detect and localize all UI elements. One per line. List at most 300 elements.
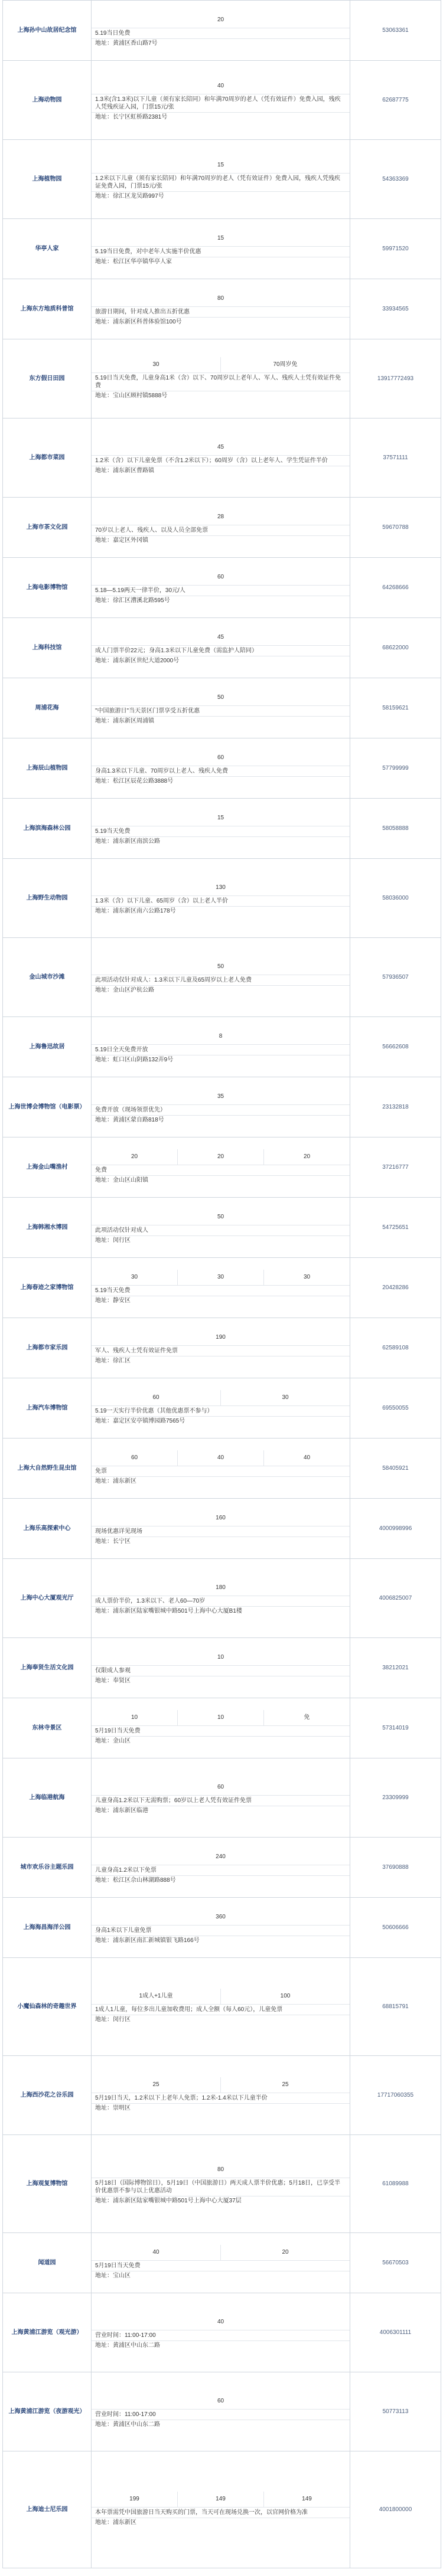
price-cell: 10: [217, 1654, 224, 1660]
venue-info-stack: [92, 2077, 350, 2113]
address-row: [92, 1676, 350, 1686]
venue-row: [3, 1258, 441, 1318]
venue-name: 上海植物园: [3, 140, 92, 219]
venue-phone: 57799999: [350, 738, 441, 799]
venue-info-stack: [92, 509, 350, 545]
venue-name: 上海中心大厦观光厅: [3, 1559, 92, 1638]
detail-text: 5月19日当天免费: [95, 1728, 141, 1734]
price-cell: 28: [217, 514, 224, 520]
address-text: 地址：浦东新区南六公路178号: [95, 908, 176, 914]
price-cell: 30: [178, 1270, 264, 1285]
price-row: [92, 1989, 350, 2005]
venue-phone: 23132818: [350, 1077, 441, 1137]
venue-info: [92, 1, 350, 61]
venue-info: [92, 1137, 350, 1198]
detail-text: 身高1米以下儿童免票: [95, 1927, 152, 1934]
venue-name: 上海动物园: [3, 61, 92, 140]
venue-row: [3, 2372, 441, 2451]
venue-row: [3, 558, 441, 618]
price-row: [92, 2492, 350, 2508]
detail-text: 儿童身高1.2米以下免票: [95, 1867, 157, 1874]
address-text: 地址：松江区华亭镇华亭人家: [95, 259, 172, 265]
detail-text: 营业时间：11:00-17:00: [95, 2332, 156, 2339]
venue-row: [3, 1559, 441, 1638]
price-cell: 20: [178, 1149, 264, 1165]
detail-text: 5月19日当天免费: [95, 2263, 141, 2269]
address-text: 地址：奉贤区: [95, 1678, 131, 1684]
detail-row: [92, 94, 350, 113]
venue-row: [3, 799, 441, 859]
address-text: 地址：黄浦区蒙自路818号: [95, 1117, 164, 1123]
detail-text: 儿童身高1.2米以下无需购票；60岁以上老人凭有效证件免票: [95, 1797, 252, 1804]
price-row: [92, 1511, 350, 1526]
address-row: [92, 1236, 350, 1245]
price-cell: 50: [217, 963, 224, 970]
price-row: [92, 2315, 350, 2330]
price-cell: 50: [217, 694, 224, 701]
venue-row: [3, 419, 441, 498]
venue-phone: 37216777: [350, 1137, 441, 1198]
detail-row: [92, 766, 350, 777]
venue-name: 华亭人家: [3, 219, 92, 279]
venue-info: [92, 2056, 350, 2135]
price-cell: 149: [178, 2492, 264, 2507]
detail-row: [92, 586, 350, 596]
venue-info-stack: [92, 291, 350, 327]
detail-text: 5月19日当天，1.2米以下上老年人免票；1.2米-1.4米以下儿童半价: [95, 2095, 268, 2101]
price-cell: 20: [282, 2249, 289, 2255]
venue-info: [92, 1198, 350, 1258]
price-cell: 20: [303, 1153, 311, 1160]
venue-info: [92, 2135, 350, 2233]
venue-info: [92, 1638, 350, 1698]
address-text: 地址：浦东新区科普体验馆100号: [95, 319, 182, 325]
venue-phone: 23309999: [350, 1758, 441, 1838]
address-row: [92, 2271, 350, 2281]
venue-info-stack: [92, 630, 350, 666]
address-text: 地址：徐汇区漕溪北路595号: [95, 597, 170, 604]
detail-row: [92, 1466, 350, 1477]
price-cell: 45: [217, 634, 224, 640]
price-cell: 15: [217, 161, 224, 168]
venue-info: [92, 2372, 350, 2451]
venue-info: [92, 938, 350, 1017]
venue-row: [3, 1958, 441, 2056]
price-cell: 10: [92, 1710, 178, 1725]
detail-text: 5.19当天免费: [95, 1287, 131, 1294]
address-text: 地址：黄浦区中山东二路: [95, 2421, 160, 2428]
detail-text: "中国旅游日"当天景区门票享受五折优惠: [95, 708, 200, 714]
detail-text: 1成人1儿童，每位多出儿童加收费用；成人全额（每人60元），儿童免票: [95, 2006, 283, 2013]
venue-info-stack: [92, 1029, 350, 1065]
price-cell: 25: [92, 2077, 221, 2093]
price-cell: 60: [92, 1390, 221, 1405]
venue-info: [92, 1017, 350, 1077]
address-text: 地址：宝山区: [95, 2273, 131, 2279]
venue-phone: 13917772493: [350, 339, 441, 419]
venue-row: [3, 1758, 441, 1838]
detail-text: 1.3米（含）以下儿童、65周岁（含）以上老人半价: [95, 898, 229, 904]
price-row: [92, 231, 350, 247]
venue-name: 上海世博会博物馆（电影票）: [3, 1077, 92, 1137]
price-cell: 50: [217, 1214, 224, 1220]
price-cell: 25: [282, 2081, 289, 2088]
price-cell: 15: [217, 815, 224, 821]
detail-row: [92, 1045, 350, 1055]
venue-table-body: [3, 1, 441, 2568]
venue-row: [3, 1017, 441, 1077]
address-row: [92, 1737, 350, 1746]
venue-phone: 58058888: [350, 799, 441, 859]
address-row: [92, 2341, 350, 2351]
price-cell: 20: [92, 1149, 178, 1165]
address-row: [92, 656, 350, 666]
detail-text: 5.18—5.19两天一律半价，30元/人: [95, 587, 185, 594]
address-text: 地址：黄浦区中山东二路: [95, 2342, 160, 2349]
venue-name: 上海电影博物馆: [3, 558, 92, 618]
detail-row: [92, 1596, 350, 1607]
address-row: [92, 1537, 350, 1547]
venue-info-stack: [92, 1780, 350, 1816]
detail-text: 5.19日全天免费开放: [95, 1047, 148, 1053]
venue-phone: 54363369: [350, 140, 441, 219]
price-row: [92, 1149, 350, 1165]
price-row: [92, 1330, 350, 1346]
price-cell: 240: [216, 1853, 226, 1860]
venue-phone: 59670788: [350, 498, 441, 558]
venue-name: 上海乐高探索中心: [3, 1499, 92, 1559]
venue-info-stack: [92, 2162, 350, 2206]
price-row: [92, 291, 350, 307]
detail-row: [92, 1346, 350, 1356]
venue-name: 上海临港航海: [3, 1758, 92, 1838]
address-text: 地址：长宁区: [95, 1538, 131, 1545]
venue-row: [3, 738, 441, 799]
price-cell: 60: [217, 2398, 224, 2404]
venue-info-stack: [92, 1450, 350, 1486]
detail-row: [92, 2178, 350, 2196]
detail-text: 旅游日期间，针对成人推出五折优惠: [95, 309, 190, 315]
venue-phone: 53063361: [350, 1, 441, 61]
detail-row: [92, 1105, 350, 1116]
price-cell: 30: [92, 1270, 178, 1285]
venue-info: [92, 61, 350, 140]
price-row: [92, 2162, 350, 2178]
venue-name: 上海西沙花之谷乐园: [3, 2056, 92, 2135]
venue-info-stack: [92, 12, 350, 48]
venue-name: 上海孙中山故居纪念馆: [3, 1, 92, 61]
venue-name: 上海野生动物园: [3, 859, 92, 938]
venue-name: 小魔仙森林的奇趣世界: [3, 1958, 92, 2056]
price-row: [92, 1910, 350, 1926]
address-text: 地址：静安区: [95, 1297, 131, 1304]
address-text: 地址：嘉定区安亭镇博园路7565号: [95, 1418, 185, 1424]
price-row: [92, 357, 350, 373]
venue-name: 上海都市家乐园: [3, 1318, 92, 1378]
venue-info-stack: [92, 2394, 350, 2430]
detail-text: 1.3米(含1.3米)以下儿童（须有家长陪同）和年满70周岁的老人（凭有效证件）免费入园，残疾人凭残疾证入园，门票15元/张: [95, 96, 341, 110]
venue-phone: 58405921: [350, 1439, 441, 1499]
detail-text: 营业时间：11:00-17:00: [95, 2411, 156, 2418]
price-cell: 15: [217, 235, 224, 241]
venue-row: [3, 678, 441, 738]
address-text: 地址：金山区山阳镇: [95, 1177, 148, 1184]
detail-row: [92, 247, 350, 257]
address-row: [92, 777, 350, 786]
price-cell: 40: [303, 1454, 311, 1461]
address-row: [92, 1356, 350, 1366]
price-row: [92, 1650, 350, 1666]
address-text: 地址：金山区: [95, 1738, 131, 1744]
venue-info: [92, 2233, 350, 2293]
venue-row: [3, 498, 441, 558]
address-text: 地址：崇明区: [95, 2105, 131, 2111]
price-row: [92, 570, 350, 586]
price-cell: 130: [216, 884, 226, 891]
address-row: [92, 2104, 350, 2113]
address-text: 地址：长宁区虹桥路2381号: [95, 113, 168, 120]
venue-info: [92, 1958, 350, 2056]
detail-row: [92, 2410, 350, 2420]
address-row: [92, 986, 350, 995]
price-cell: 80: [217, 2166, 224, 2173]
detail-text: 仅限成人参观: [95, 1668, 131, 1674]
venue-info-stack: [92, 1650, 350, 1686]
price-row: [92, 1450, 350, 1466]
detail-row: [92, 2508, 350, 2518]
address-row: [92, 1876, 350, 1885]
venue-info-stack: [92, 690, 350, 726]
address-row: [92, 837, 350, 846]
address-text: 地址：浦东新区曹路镇: [95, 468, 154, 474]
venue-info: [92, 738, 350, 799]
venue-phone: 4001800000: [350, 2451, 441, 2568]
price-cell: 40: [92, 2245, 221, 2260]
venue-info-stack: [92, 231, 350, 267]
venue-name: 上海黄浦江游览（观光游）: [3, 2293, 92, 2372]
address-text: 地址：浦东新区周浦镇: [95, 718, 154, 724]
address-row: [92, 2015, 350, 2025]
venue-info-stack: [92, 810, 350, 846]
detail-row: [92, 373, 350, 391]
address-row: [92, 1477, 350, 1486]
address-text: 地址：浦东新区: [95, 2519, 136, 2526]
address-text: 地址：浦东新区南滨公路: [95, 838, 160, 845]
venue-info: [92, 1439, 350, 1499]
detail-text: 本年票需凭中国旅游日当天购买的门票，当天可在现场兑换一次，以官网价格为准: [95, 2509, 308, 2516]
venue-name: 上海都市菜园: [3, 419, 92, 498]
address-text: 地址：浦东新区陆家嘴银城中路501号上海中心大厦37层: [95, 2197, 242, 2204]
address-text: 地址：闵行区: [95, 1237, 131, 1244]
price-row: [92, 79, 350, 94]
price-cell: 40: [178, 1450, 264, 1466]
detail-row: [92, 706, 350, 717]
venue-info-stack: [92, 1330, 350, 1366]
venue-info: [92, 859, 350, 938]
address-row: [92, 907, 350, 916]
detail-row: [92, 307, 350, 318]
address-row: [92, 2420, 350, 2430]
venue-phone: 58159621: [350, 678, 441, 738]
detail-row: [92, 975, 350, 986]
detail-row: [92, 1926, 350, 1936]
detail-text: 5月18日（国际博物馆日），5月19日（中国旅游日）两天成人票半价优惠；5月18日，已享受半价优惠票不参与以上优惠活动: [95, 2179, 341, 2194]
detail-row: [92, 896, 350, 907]
address-text: 地址：松江区辰花公路3888号: [95, 778, 174, 784]
venue-info: [92, 339, 350, 419]
detail-text: 免票: [95, 1468, 107, 1475]
price-row: [92, 1270, 350, 1286]
price-cell: 30: [92, 357, 221, 372]
detail-row: [92, 1526, 350, 1537]
price-row: [92, 690, 350, 706]
venue-info-stack: [92, 1511, 350, 1547]
price-row: [92, 158, 350, 174]
price-cell: 60: [217, 574, 224, 580]
address-text: 地址：浦东新区世纪大道2000号: [95, 658, 180, 664]
venue-info-stack: [92, 1910, 350, 1946]
venue-info: [92, 1499, 350, 1559]
detail-row: [92, 456, 350, 466]
venue-row: [3, 618, 441, 678]
address-text: 地址：嘉定区外冈镇: [95, 537, 148, 544]
address-row: [92, 1116, 350, 1125]
venue-row: [3, 1638, 441, 1698]
price-row: [92, 750, 350, 766]
venue-info: [92, 1318, 350, 1378]
venue-phone: 62687775: [350, 61, 441, 140]
detail-row: [92, 1796, 350, 1806]
address-row: [92, 391, 350, 401]
venue-phone: 64268666: [350, 558, 441, 618]
venue-row: [3, 279, 441, 339]
price-row: [92, 1780, 350, 1796]
venue-info: [92, 2451, 350, 2568]
venue-info: [92, 1258, 350, 1318]
venue-name: 上海海昌海洋公园: [3, 1898, 92, 1958]
venue-phone: 69550055: [350, 1378, 441, 1439]
venue-phone: 4006825007: [350, 1559, 441, 1638]
venue-phone: 59971520: [350, 219, 441, 279]
venue-row: [3, 1499, 441, 1559]
venue-info: [92, 1898, 350, 1958]
detail-row: [92, 2005, 350, 2015]
venue-info: [92, 419, 350, 498]
venue-phone: 50606666: [350, 1898, 441, 1958]
venue-info-stack: [92, 1710, 350, 1746]
venue-info-stack: [92, 2492, 350, 2528]
venue-phone: 4006301111: [350, 2293, 441, 2372]
detail-row: [92, 1865, 350, 1876]
address-text: 地址：浦东新区临港: [95, 1807, 148, 1814]
detail-text: 成人票价半价，1.3米以下、老人60—70岁: [95, 1598, 206, 1604]
address-row: [92, 1176, 350, 1185]
venue-info: [92, 678, 350, 738]
venue-phone: 54725651: [350, 1198, 441, 1258]
price-row: [92, 1849, 350, 1865]
venue-info: [92, 1758, 350, 1838]
venue-name: 上海金山嘴渔村: [3, 1137, 92, 1198]
detail-text: 5.19当天免费: [95, 828, 131, 835]
price-cell: 40: [217, 2319, 224, 2325]
address-row: [92, 2518, 350, 2528]
venue-phone: 68815791: [350, 1958, 441, 2056]
price-row: [92, 630, 350, 646]
price-cell: 149: [302, 2496, 312, 2502]
venue-info: [92, 1698, 350, 1758]
address-row: [92, 1296, 350, 1306]
detail-text: 此项活动仅针对成人：1.3米以下儿童及65周岁以上老人免费: [95, 977, 252, 983]
venue-info-stack: [92, 2245, 350, 2281]
venue-name: 上海黄浦江游览（夜游观光）: [3, 2372, 92, 2451]
price-cell: 40: [217, 82, 224, 89]
venue-phone: 61089988: [350, 2135, 441, 2233]
venue-info: [92, 140, 350, 219]
detail-row: [92, 2330, 350, 2341]
venue-info-stack: [92, 2315, 350, 2351]
detail-row: [92, 1165, 350, 1176]
venue-info: [92, 1559, 350, 1638]
price-cell: 60: [217, 754, 224, 761]
price-row: [92, 2394, 350, 2410]
price-cell: 70周岁免: [273, 361, 298, 368]
price-cell: 1成人+1儿童: [92, 1989, 221, 2004]
detail-text: 身高1.3米以下儿童、70周岁以上老人、残疾人免费: [95, 768, 229, 774]
venue-name: 金山城市沙滩: [3, 938, 92, 1017]
price-row: [92, 509, 350, 525]
venue-row: [3, 1378, 441, 1439]
price-row: [92, 12, 350, 28]
venue-phone: 57314019: [350, 1698, 441, 1758]
detail-row: [92, 646, 350, 656]
venue-info-stack: [92, 1209, 350, 1245]
address-text: 地址：金山区沪杭公路: [95, 987, 154, 993]
detail-text: 70岁以上老人、残疾人、以及人员全部免票: [95, 527, 209, 534]
detail-text: 1.2米（含）以下儿童免票（不含1.2米以下）；60周岁（含）以上老年人、学生凭证件半价: [95, 457, 328, 464]
address-row: [92, 113, 350, 122]
venue-row: [3, 1, 441, 61]
venue-info-stack: [92, 570, 350, 606]
detail-row: [92, 174, 350, 192]
venue-name: 上海大自然野生昆虫馆: [3, 1439, 92, 1499]
venue-phone: 57936507: [350, 938, 441, 1017]
price-row: [92, 1390, 350, 1406]
detail-text: 免费开放（现场领票优先）: [95, 1107, 166, 1113]
price-cell: 360: [216, 1914, 226, 1920]
address-text: 地址：松江区佘山林湖路888号: [95, 1877, 176, 1884]
venue-info-stack: [92, 158, 350, 201]
venue-row: [3, 859, 441, 938]
price-cell: 30: [282, 1394, 289, 1401]
venue-info-stack: [92, 79, 350, 122]
venue-row: [3, 140, 441, 219]
venue-name: 上海滨海森林公园: [3, 799, 92, 859]
venue-row: [3, 1698, 441, 1758]
detail-text: 5.19当日免费: [95, 30, 131, 37]
price-cell: 10: [178, 1710, 264, 1725]
price-row: [92, 2077, 350, 2093]
price-row: [92, 1089, 350, 1105]
venue-row: [3, 2451, 441, 2568]
detail-text: 1.2米以下儿童（须有家长陪同）和年满70周岁的老人（凭有效证件）免费入园，残疾人凭残疾证免费入园，门票15元/张: [95, 175, 341, 189]
venue-name: 上海鲁迅故居: [3, 1017, 92, 1077]
venue-row: [3, 1838, 441, 1898]
detail-row: [92, 1225, 350, 1236]
venue-name: 上海春迹之家博物馆: [3, 1258, 92, 1318]
venue-name: 上海科技馆: [3, 618, 92, 678]
venue-row: [3, 1137, 441, 1198]
detail-text: 军人、残疾人士凭有效证件免票: [95, 1348, 178, 1354]
